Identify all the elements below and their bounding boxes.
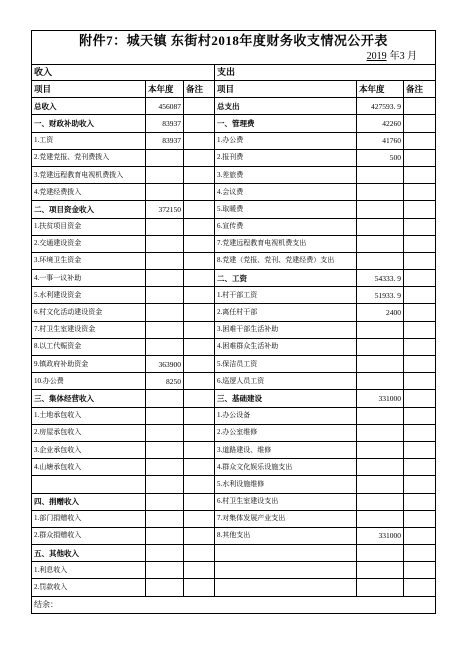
expense-note: [404, 407, 436, 424]
income-note: [184, 235, 215, 252]
income-amount: 456087: [146, 98, 184, 115]
table-row: [32, 562, 436, 579]
income-amount: [146, 459, 184, 476]
expense-amount: [357, 407, 404, 424]
income-item: 三、集体经营收入: [32, 390, 146, 407]
income-item-header: 项目: [32, 81, 146, 98]
income-note: [184, 493, 215, 510]
income-amount: [146, 252, 184, 269]
income-amount: [146, 527, 184, 544]
expense-note: [404, 132, 436, 149]
expense-amount: [357, 338, 404, 355]
expense-amount: [357, 510, 404, 527]
income-amount: [146, 510, 184, 527]
income-amount: 372150: [146, 201, 184, 218]
income-item: 2.房屋承包收入: [32, 424, 146, 441]
balance-label: 结余：: [32, 596, 436, 613]
expense-item: 2.办公室维修: [215, 424, 357, 441]
table-row: [32, 424, 436, 441]
income-note: [184, 424, 215, 441]
table-row: [32, 149, 436, 166]
table-row: [32, 201, 436, 218]
expense-note: [404, 545, 436, 562]
income-item: 6.村文化活动建设资金: [32, 304, 146, 321]
income-amount: [146, 166, 184, 183]
income-note: [184, 356, 215, 373]
income-note: [184, 304, 215, 321]
table-row: [32, 579, 436, 596]
income-note: [184, 476, 215, 493]
table-row: [32, 338, 436, 355]
table-row: [32, 270, 436, 287]
expense-note: [404, 373, 436, 390]
income-note: [184, 390, 215, 407]
expense-item: 一、管理费: [215, 115, 357, 132]
expense-amount: [357, 321, 404, 338]
expense-item: 7.党建远程教育电视机费支出: [215, 235, 357, 252]
table-row: [32, 321, 436, 338]
income-amount: [146, 476, 184, 493]
expense-amount: [357, 184, 404, 201]
expense-item: 4.困难群众生活补助: [215, 338, 357, 355]
expense-amount: 331000: [357, 390, 404, 407]
expense-amount: 42260: [357, 115, 404, 132]
expense-amount: 500: [357, 149, 404, 166]
table-row: [32, 184, 436, 201]
income-note: [184, 459, 215, 476]
income-item: 7.村卫生室建设资金: [32, 321, 146, 338]
expense-note: [404, 201, 436, 218]
expense-item: 5.取暖费: [215, 201, 357, 218]
income-note: [184, 407, 215, 424]
table-row: [32, 390, 436, 407]
income-amount: [146, 579, 184, 596]
expense-item: 1.村干部工资: [215, 287, 357, 304]
income-item: 总收入: [32, 98, 146, 115]
income-amount: 83937: [146, 115, 184, 132]
expense-amount: [357, 476, 404, 493]
expense-amount: [357, 235, 404, 252]
expense-amount: [357, 201, 404, 218]
expense-note: [404, 321, 436, 338]
income-item: 1.工资: [32, 132, 146, 149]
table-row: [32, 218, 436, 235]
income-amount: [146, 184, 184, 201]
income-item: 二、项目资金收入: [32, 201, 146, 218]
expense-amount: [357, 356, 404, 373]
expense-amount: [357, 562, 404, 579]
income-note: [184, 166, 215, 183]
table-row: [32, 476, 436, 493]
income-item: 四、捐赠收入: [32, 493, 146, 510]
income-note: [184, 373, 215, 390]
expense-amount: 427593. 9: [357, 98, 404, 115]
expense-item: 6.巡逻人员工资: [215, 373, 357, 390]
income-note: [184, 132, 215, 149]
income-item: 3.党建远程教育电视机费拨入: [32, 166, 146, 183]
expense-note: [404, 270, 436, 287]
expense-note: [404, 149, 436, 166]
expense-amount: 51933. 9: [357, 287, 404, 304]
income-amount: [146, 287, 184, 304]
expense-amount: [357, 459, 404, 476]
expense-item: 6.村卫生室建设支出: [215, 493, 357, 510]
income-item: 2.罚款收入: [32, 579, 146, 596]
expense-amount: 41760: [357, 132, 404, 149]
expense-item: [215, 579, 357, 596]
income-amount-header: 本年度: [146, 81, 184, 98]
expense-amount-header: 本年度: [357, 81, 404, 98]
expense-note: [404, 390, 436, 407]
income-note: [184, 287, 215, 304]
expense-amount: 2400: [357, 304, 404, 321]
expense-amount: [357, 545, 404, 562]
expense-note: [404, 252, 436, 269]
income-note: [184, 579, 215, 596]
income-amount: [146, 149, 184, 166]
expense-note: [404, 562, 436, 579]
income-item: 1.利息收入: [32, 562, 146, 579]
income-amount: [146, 338, 184, 355]
table-row: [32, 459, 436, 476]
expense-item: 三、基础建设: [215, 390, 357, 407]
expense-item: [215, 562, 357, 579]
income-note: [184, 115, 215, 132]
expense-note: [404, 218, 436, 235]
income-note: [184, 441, 215, 458]
expense-amount: [357, 493, 404, 510]
report-date: [32, 49, 436, 65]
expense-note: [404, 338, 436, 355]
income-note: [184, 562, 215, 579]
report-month: 年3 月: [389, 51, 418, 62]
expense-item: 1.办公设备: [215, 407, 357, 424]
income-item: 1.扶贫项目资金: [32, 218, 146, 235]
expense-amount: [357, 441, 404, 458]
table-row: [32, 510, 436, 527]
expense-note: [404, 235, 436, 252]
income-note: [184, 98, 215, 115]
income-item: 4.山塘承包收入: [32, 459, 146, 476]
expense-note: [404, 459, 436, 476]
income-item: [32, 476, 146, 493]
expense-item: 3.差旅费: [215, 166, 357, 183]
table-row: [32, 527, 436, 544]
income-item: 一、财政补助收入: [32, 115, 146, 132]
expense-amount: [357, 252, 404, 269]
table-row: [32, 407, 436, 424]
expense-item: 5.水利设施维修: [215, 476, 357, 493]
table-row: [32, 115, 436, 132]
balance-row: [32, 596, 436, 613]
table-row: [32, 235, 436, 252]
income-amount: [146, 407, 184, 424]
income-note: [184, 201, 215, 218]
expense-item: 总支出: [215, 98, 357, 115]
expense-amount: [357, 579, 404, 596]
page-title: 附件7：城天镇 东街村2018年度财务收支情况公开表: [32, 31, 436, 50]
table-row: [32, 132, 436, 149]
income-amount: [146, 235, 184, 252]
expense-note: [404, 287, 436, 304]
expense-amount: [357, 166, 404, 183]
expense-amount: [357, 424, 404, 441]
income-item: 4.一事一议补助: [32, 270, 146, 287]
expense-amount: 54333. 9: [357, 270, 404, 287]
expense-item: 7.对集体发展产业支出: [215, 510, 357, 527]
expense-item: 8.其他支出: [215, 527, 357, 544]
income-item: 4.党建经费拨入: [32, 184, 146, 201]
expense-note: [404, 579, 436, 596]
table-row: [32, 252, 436, 269]
table-row: [32, 493, 436, 510]
expense-note: [404, 493, 436, 510]
income-note: [184, 270, 215, 287]
expense-item: 二、工资: [215, 270, 357, 287]
expense-note: [404, 166, 436, 183]
expense-amount: [357, 218, 404, 235]
income-item: 9.镇政府补助资金: [32, 356, 146, 373]
income-amount: [146, 218, 184, 235]
income-amount: [146, 270, 184, 287]
income-amount: [146, 493, 184, 510]
table-row: [32, 304, 436, 321]
table-row: [32, 441, 436, 458]
expense-item: 8.党建（党报、党刊、党建经费）支出: [215, 252, 357, 269]
income-amount: [146, 562, 184, 579]
income-note: [184, 252, 215, 269]
expense-note: [404, 476, 436, 493]
table-row: [32, 356, 436, 373]
expense-item: 2.离任村干部: [215, 304, 357, 321]
income-item: 2.党建党报、党刊费拨入: [32, 149, 146, 166]
income-amount: [146, 424, 184, 441]
income-item: 10.办公费: [32, 373, 146, 390]
income-amount: [146, 321, 184, 338]
expense-note: [404, 527, 436, 544]
income-item: 1.土地承包收入: [32, 407, 146, 424]
expense-item-header: 项目: [215, 81, 357, 98]
finance-disclosure-sheet: [31, 30, 435, 614]
table-row: [32, 545, 436, 562]
report-year: 2019: [366, 51, 387, 62]
expense-item: 3.困难干部生活补助: [215, 321, 357, 338]
income-item: 五、其他收入: [32, 545, 146, 562]
income-item: 5.水利建设资金: [32, 287, 146, 304]
expense-note: [404, 184, 436, 201]
table-row: [32, 287, 436, 304]
expense-amount: [357, 373, 404, 390]
expense-item: 3.道路建设、维修: [215, 441, 357, 458]
income-note: [184, 184, 215, 201]
income-section-label: 收入: [32, 65, 215, 81]
income-note: [184, 527, 215, 544]
income-item: 3.企业承包收入: [32, 441, 146, 458]
expense-note: [404, 98, 436, 115]
expense-section-label: 支出: [215, 65, 436, 81]
expense-note: [404, 304, 436, 321]
income-item: 2.交通建设资金: [32, 235, 146, 252]
income-amount: 363900: [146, 356, 184, 373]
income-note-header: 备注: [184, 81, 215, 98]
expense-note: [404, 356, 436, 373]
income-amount: [146, 390, 184, 407]
expense-item: 2.报刊费: [215, 149, 357, 166]
income-note: [184, 149, 215, 166]
income-amount: 83937: [146, 132, 184, 149]
income-amount: 8250: [146, 373, 184, 390]
expense-note-header: 备注: [404, 81, 436, 98]
income-item: 3.环境卫生资金: [32, 252, 146, 269]
expense-item: 6.宣传费: [215, 218, 357, 235]
income-amount: [146, 545, 184, 562]
income-amount: [146, 304, 184, 321]
income-note: [184, 545, 215, 562]
expense-note: [404, 424, 436, 441]
income-item: 2.群众捐赠收入: [32, 527, 146, 544]
income-note: [184, 321, 215, 338]
expense-item: 1.办公费: [215, 132, 357, 149]
expense-note: [404, 115, 436, 132]
expense-item: 4.群众文化娱乐设施支出: [215, 459, 357, 476]
income-item: 1.部门捐赠收入: [32, 510, 146, 527]
expense-amount: 331000: [357, 527, 404, 544]
expense-item: 5.保洁员工资: [215, 356, 357, 373]
income-amount: [146, 441, 184, 458]
expense-item: 4.会议费: [215, 184, 357, 201]
finance-table: [31, 30, 436, 614]
table-row: [32, 166, 436, 183]
income-note: [184, 338, 215, 355]
table-row: [32, 373, 436, 390]
income-note: [184, 218, 215, 235]
expense-note: [404, 510, 436, 527]
expense-item: [215, 545, 357, 562]
table-row: [32, 98, 436, 115]
income-item: 8.以工代赈资金: [32, 338, 146, 355]
expense-note: [404, 441, 436, 458]
income-note: [184, 510, 215, 527]
